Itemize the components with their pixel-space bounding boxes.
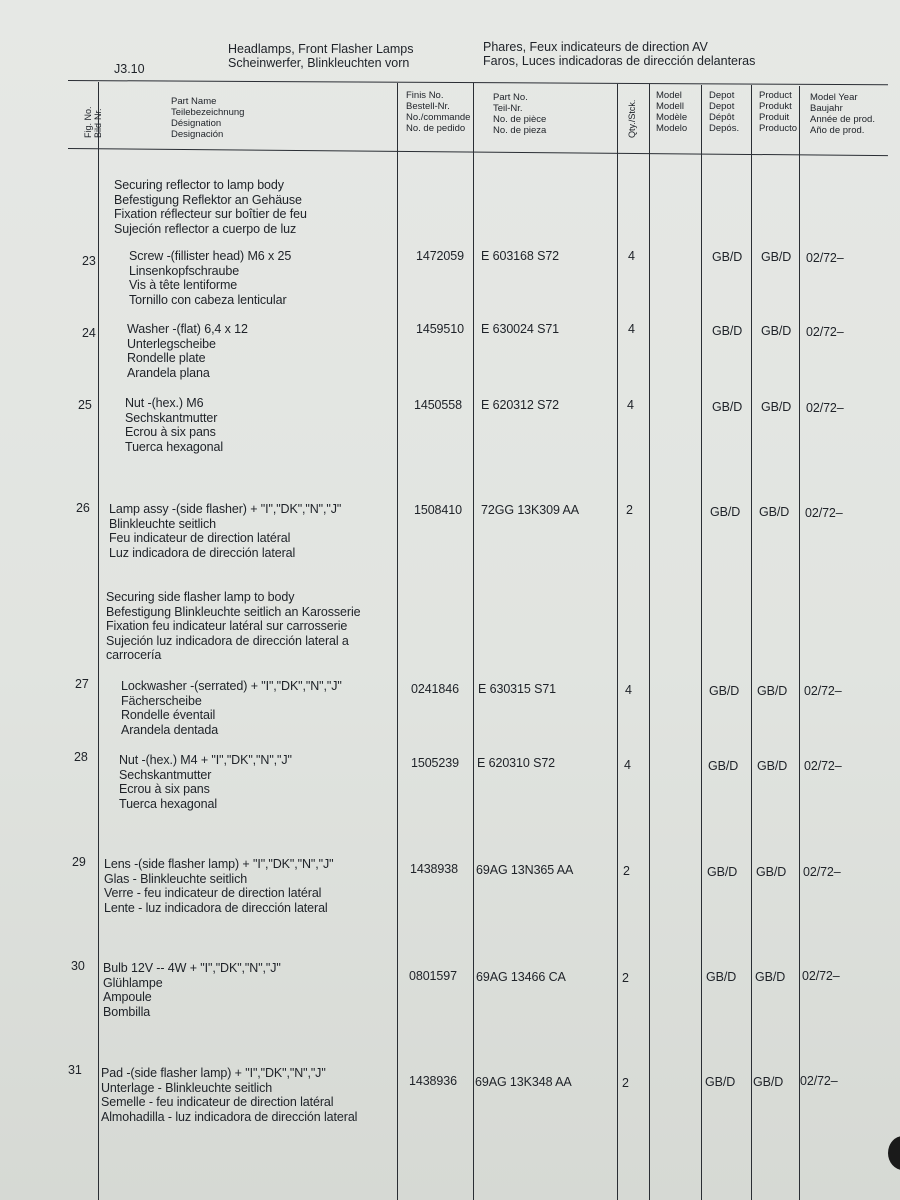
part-name: Nut -(hex.) M4 + "I","DK","N","J" Sechskantmutter Ecrou à six pans Tuerca hexagonal: [119, 753, 292, 811]
quantity: 4: [624, 758, 631, 772]
part-name: Lockwasher -(serrated) + "I","DK","N","J" Fächerscheibe Rondelle éventail Arandela dentada: [121, 679, 342, 737]
product: GB/D: [761, 324, 792, 338]
fig-number: 30: [71, 959, 85, 973]
model-year: 02/72–: [806, 401, 844, 415]
finis-number: 1438938: [410, 862, 458, 876]
header-part-no: Part No. Teil-Nr. No. de pièce No. de pieza: [493, 92, 547, 136]
fig-number: 26: [76, 501, 90, 515]
fig-number: 29: [72, 855, 86, 869]
quantity: 4: [628, 322, 635, 336]
part-number: E 603168 S72: [481, 249, 560, 263]
part-name: Lamp assy -(side flasher) + "I","DK","N","J" Blinkleuchte seitlich Feu indicateur de direction latéral Luz indicadora de dirección lateral: [109, 502, 342, 560]
column-divider: [701, 85, 702, 1200]
finis-number: 0801597: [409, 969, 457, 983]
quantity: 2: [623, 864, 630, 878]
quantity: 2: [622, 971, 629, 985]
header-product: Product Produkt Produit Producto: [759, 90, 798, 134]
finis-number: 1438936: [409, 1074, 457, 1088]
part-number: E 630024 S71: [481, 322, 560, 336]
model-year: 02/72–: [800, 1074, 838, 1088]
column-divider: [617, 84, 618, 1200]
fig-number: 27: [75, 677, 89, 691]
model-year: 02/72–: [802, 969, 840, 983]
model-year: 02/72–: [806, 251, 844, 265]
part-name: Bulb 12V -- 4W + "I","DK","N","J" Glühlampe Ampoule Bombilla: [103, 961, 281, 1019]
header-depot: Depot Depot Dépôt Depós.: [709, 90, 740, 134]
part-number: E 620310 S72: [477, 756, 556, 770]
header-finis-no: Finis No. Bestell-Nr. No./commande No. de pedido: [406, 90, 471, 134]
depot: GB/D: [708, 759, 739, 773]
model-year: 02/72–: [805, 506, 843, 520]
part-number: 69AG 13K348 AA: [475, 1075, 572, 1089]
fig-number: 28: [74, 750, 88, 764]
part-name: Pad -(side flasher lamp) + "I","DK","N","J" Unterlage - Blinkleuchte seitlich Semelle - feu indicateur de direction latéral Almohadilla - luz indicadora de dirección lateral: [101, 1066, 358, 1124]
product: GB/D: [753, 1075, 784, 1089]
finis-number: 1508410: [414, 503, 462, 517]
section-note: Securing reflector to lamp body Befestigung Reflektor an Gehäuse Fixation réflecteur sur boîtier de feu Sujeción reflector a cuerpo de luz: [114, 178, 307, 236]
header-model-year: Model Year Baujahr Année de prod. Año de prod.: [810, 92, 875, 136]
depot: GB/D: [712, 250, 743, 264]
part-name: Screw -(fillister head) M6 x 25 Linsenkopfschraube Vis à tête lentiforme Tornillo con cabeza lenticular: [129, 249, 292, 307]
depot: GB/D: [706, 970, 737, 984]
title-french: Phares, Feux indicateurs de direction AV: [483, 40, 708, 54]
part-name: Lens -(side flasher lamp) + "I","DK","N","J" Glas - Blinkleuchte seitlich Verre - feu indicateur de direction latéral Lente - luz indicadora de dirección lateral: [104, 857, 334, 915]
part-number: 69AG 13N365 AA: [476, 863, 574, 877]
fig-number: 25: [78, 398, 92, 412]
finis-number: 0241846: [411, 682, 459, 696]
part-name: Nut -(hex.) M6 Sechskantmutter Ecrou à six pans Tuerca hexagonal: [125, 396, 224, 454]
column-divider: [649, 84, 650, 1200]
header-model: Model Modell Modèle Modelo: [656, 90, 688, 134]
title-spanish: Faros, Luces indicadoras de dirección delanteras: [483, 54, 756, 68]
finis-number: 1450558: [414, 398, 462, 412]
column-divider: [751, 85, 752, 1200]
depot: GB/D: [710, 505, 741, 519]
quantity: 4: [627, 398, 634, 412]
product: GB/D: [761, 400, 792, 414]
column-divider: [473, 83, 474, 1200]
column-divider: [98, 82, 99, 1200]
column-divider: [799, 86, 800, 1200]
column-divider: [397, 83, 398, 1200]
depot: GB/D: [712, 324, 743, 338]
quantity: 4: [628, 249, 635, 263]
page-reference: J3.10: [114, 62, 145, 76]
part-number: E 630315 S71: [478, 682, 557, 696]
part-number: 72GG 13K309 AA: [481, 503, 579, 517]
page-binding-hole: [888, 1136, 900, 1170]
quantity: 4: [625, 683, 632, 697]
part-number: E 620312 S72: [481, 398, 560, 412]
model-year: 02/72–: [806, 325, 844, 339]
header-part-name: Part Name Teilebezeichnung Désignation Designación: [171, 96, 245, 140]
finis-number: 1505239: [411, 756, 459, 770]
fig-number: 23: [82, 254, 96, 268]
depot: GB/D: [712, 400, 743, 414]
fig-number: 31: [68, 1063, 82, 1077]
header-qty: Qty./Stck.: [627, 99, 637, 138]
model-year: 02/72–: [803, 865, 841, 879]
product: GB/D: [757, 759, 788, 773]
model-year: 02/72–: [804, 684, 842, 698]
depot: GB/D: [709, 684, 740, 698]
header-fig-no: Fig. No. Bild-Nr.: [83, 106, 103, 138]
quantity: 2: [622, 1076, 629, 1090]
product: GB/D: [755, 970, 786, 984]
model-year: 02/72–: [804, 759, 842, 773]
title-german: Scheinwerfer, Blinkleuchten vorn: [228, 56, 410, 70]
header-top-rule: [68, 80, 888, 86]
product: GB/D: [757, 684, 788, 698]
title-english: Headlamps, Front Flasher Lamps: [228, 42, 414, 56]
product: GB/D: [761, 250, 792, 264]
quantity: 2: [626, 503, 633, 517]
finis-number: 1472059: [416, 249, 464, 263]
depot: GB/D: [705, 1075, 736, 1089]
fig-number: 24: [82, 326, 96, 340]
product: GB/D: [759, 505, 790, 519]
header-bottom-rule: [68, 148, 888, 156]
depot: GB/D: [707, 865, 738, 879]
part-number: 69AG 13466 CA: [476, 970, 566, 984]
product: GB/D: [756, 865, 787, 879]
part-name: Washer -(flat) 6,4 x 12 Unterlegscheibe Rondelle plate Arandela plana: [127, 322, 248, 380]
section-note: Securing side flasher lamp to body Befestigung Blinkleuchte seitlich an Karosserie Fixation feu indicateur latéral sur carrosserie Sujeción luz indicadora de dirección lateral a carrocería: [106, 590, 361, 662]
finis-number: 1459510: [416, 322, 464, 336]
